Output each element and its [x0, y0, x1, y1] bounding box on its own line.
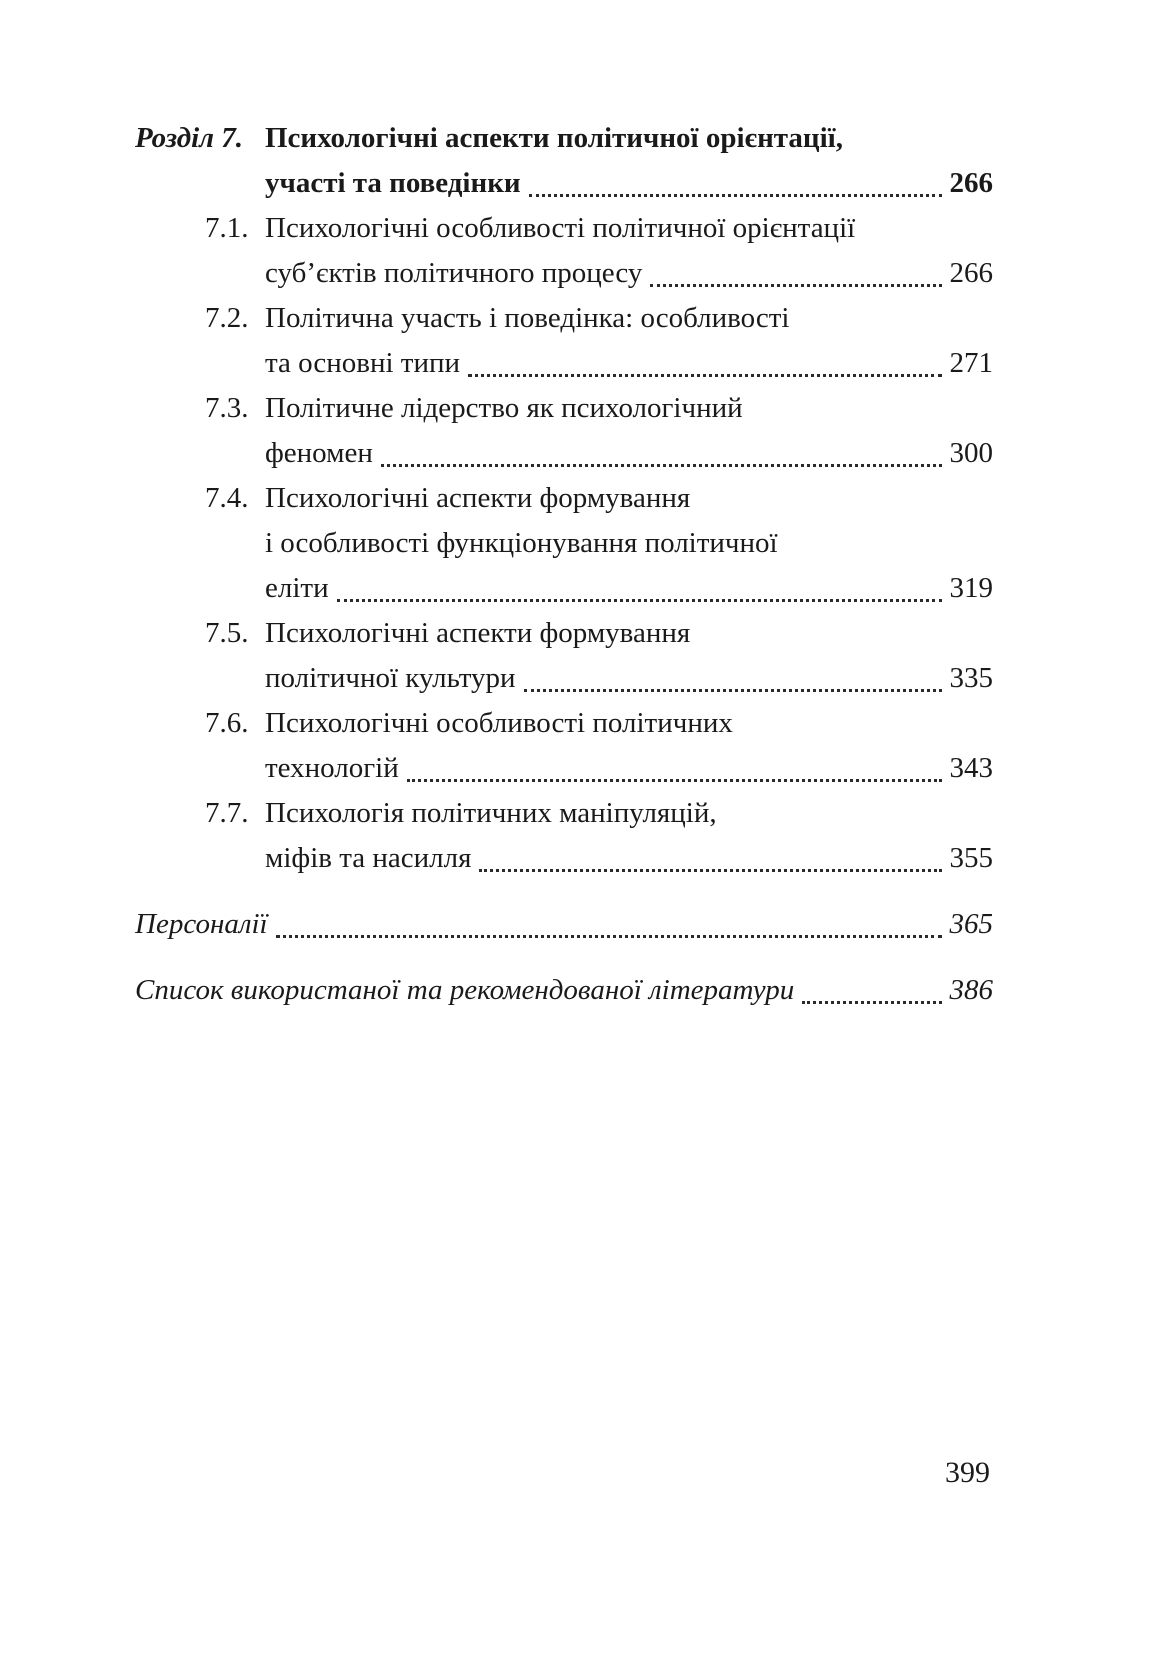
dot-leader: [524, 689, 942, 692]
section-title: [265, 206, 993, 296]
section-number: 7.7.: [205, 797, 249, 829]
section-title-line: технологій: [265, 752, 399, 784]
toc-section-entry: [135, 476, 993, 611]
section-title: [265, 296, 993, 386]
section-title-line: політичної культури: [265, 662, 516, 694]
page-number: 300: [949, 437, 993, 469]
page-number: 355: [949, 842, 993, 874]
section-title-line: суб’єктів політичного процесу: [265, 257, 643, 289]
toc-line: [265, 566, 993, 611]
page-number: 335: [949, 662, 993, 694]
chapter-label: Розділ 7.: [135, 122, 244, 154]
dot-leader: [407, 779, 942, 782]
dot-leader: [650, 284, 941, 287]
page-number: 271: [949, 347, 993, 379]
section-title: [265, 791, 993, 881]
toc-line: [265, 791, 993, 836]
toc-section-entry: [135, 296, 993, 386]
toc-section-entry: [135, 791, 993, 881]
toc-line: [265, 521, 993, 566]
page-folio: 399: [945, 1456, 990, 1489]
dot-leader: [337, 599, 942, 602]
toc-line: [265, 431, 993, 476]
toc-line: [265, 836, 993, 881]
toc-line: [265, 161, 993, 206]
toc-section-entry: [135, 206, 993, 296]
chapter-title-line: Психологічні аспекти політичної орієнтації,: [265, 122, 843, 154]
page-number: 266: [949, 257, 993, 289]
toc-line: [265, 386, 993, 431]
section-title-line: еліти: [265, 572, 329, 604]
toc-line: [265, 251, 993, 296]
chapter-title: [265, 116, 993, 206]
page-number: 386: [949, 974, 993, 1006]
section-title-line: Психологічні аспекти формування: [265, 482, 691, 514]
toc-line: [265, 746, 993, 791]
toc-extra-entry: [135, 902, 993, 947]
dot-leader: [381, 464, 942, 467]
toc-chapter-entry: [135, 116, 993, 206]
section-title: [265, 701, 993, 791]
section-title-line: Політична участь і поведінка: особливості: [265, 302, 790, 334]
toc-section-entry: [135, 701, 993, 791]
section-number: 7.3.: [205, 392, 249, 424]
section-title-line: Психологія політичних маніпуляцій,: [265, 797, 717, 829]
dot-leader: [802, 1001, 941, 1004]
dot-leader: [529, 194, 942, 197]
toc-extra-entry: [135, 968, 993, 1013]
section-number: 7.4.: [205, 482, 249, 514]
toc-line: [265, 116, 993, 161]
toc-line: [265, 296, 993, 341]
page-number: 319: [949, 572, 993, 604]
toc-line: [265, 611, 993, 656]
section-number: 7.2.: [205, 302, 249, 334]
toc-line: [265, 476, 993, 521]
toc-section-entry: [135, 611, 993, 701]
section-title-line: Психологічні аспекти формування: [265, 617, 691, 649]
page-number: 343: [949, 752, 993, 784]
dot-leader: [479, 869, 941, 872]
section-number: 7.5.: [205, 617, 249, 649]
section-title-line: та основні типи: [265, 347, 461, 379]
dot-leader: [276, 935, 942, 938]
toc-line: [135, 902, 993, 947]
toc-line: [265, 341, 993, 386]
section-number: 7.6.: [205, 707, 249, 739]
section-number: 7.1.: [205, 212, 249, 244]
chapter-title-line: участі та поведінки: [265, 167, 521, 199]
section-title-line: і особливості функціонування політичної: [265, 527, 778, 559]
toc-line: [265, 701, 993, 746]
section-title-line: феномен: [265, 437, 373, 469]
section-title: [265, 386, 993, 476]
toc-line: [265, 206, 993, 251]
section-title: [265, 476, 993, 611]
toc-line: [135, 968, 993, 1013]
section-title: [265, 611, 993, 701]
section-title-line: Психологічні особливості політичних: [265, 707, 733, 739]
extra-title: Список використаної та рекомендованої літератури: [135, 974, 795, 1006]
page-number: 365: [949, 908, 993, 940]
table-of-contents: [135, 116, 993, 1013]
section-title-line: міфів та насилля: [265, 842, 472, 874]
extra-title: Персоналії: [135, 908, 268, 940]
section-title-line: Політичне лідерство як психологічний: [265, 392, 743, 424]
toc-section-entry: [135, 386, 993, 476]
section-title-line: Психологічні особливості політичної орієнтації: [265, 212, 856, 244]
page-number: 266: [949, 167, 993, 199]
dot-leader: [468, 374, 941, 377]
toc-line: [265, 656, 993, 701]
